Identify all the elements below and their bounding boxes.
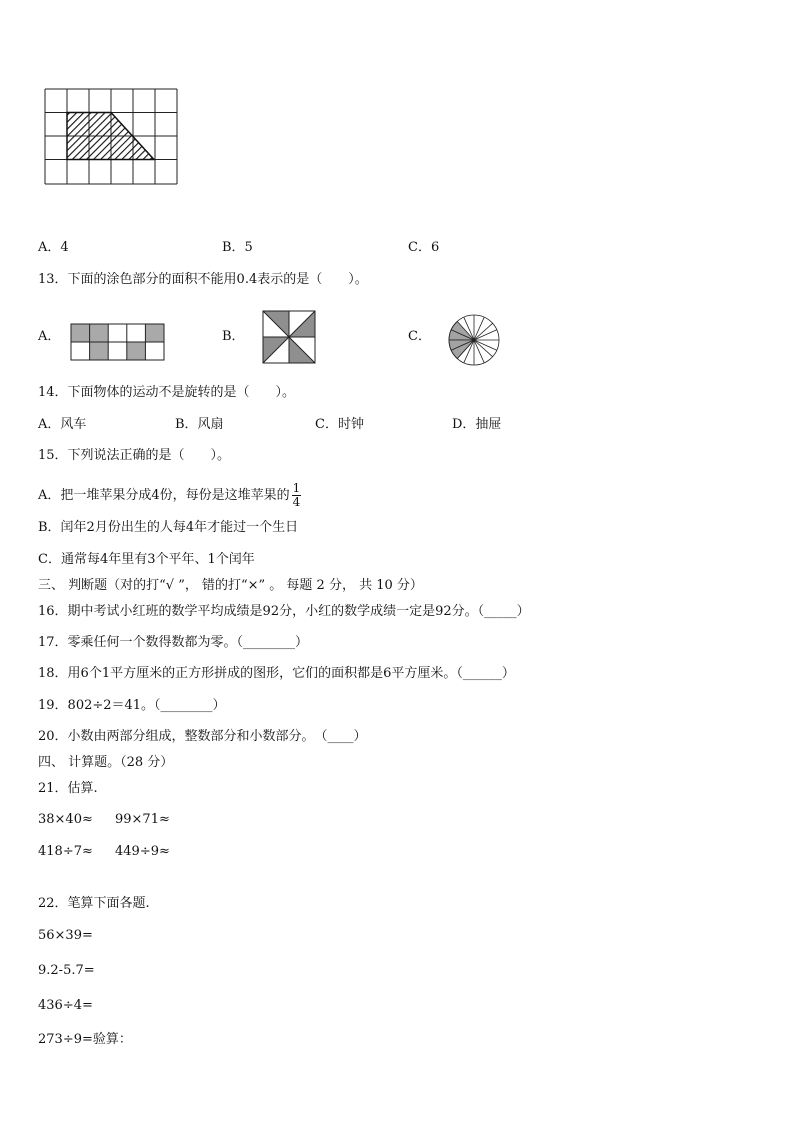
q14-question: 14．下面物体的运动不是旋转的是（ ）。 [38, 385, 296, 400]
q15-option-b[interactable]: B．闰年2月份出生的人每4年才能过一个生日 [38, 520, 299, 535]
fraction-denominator: 4 [292, 495, 301, 509]
q12-option-a[interactable]: A．4 [38, 240, 69, 255]
q18-statement: 18．用6个1平方厘米的正方形拼成的图形，它们的面积都是6平方厘米。（______） [38, 666, 515, 681]
q15-option-c[interactable]: C．通常每4年里有3个平年、1个闰年 [38, 552, 255, 567]
q13-figure-a-grid [70, 323, 165, 361]
q12-option-b[interactable]: B．5 [222, 240, 253, 255]
q22-item-2: 9.2-5.7= [38, 963, 95, 978]
q13-figure-c-circle [446, 312, 502, 368]
section4-heading: 四、 计算题。（28 分） [38, 755, 174, 770]
q21-item-2: 99×71≈ [115, 812, 170, 827]
q14-option-b[interactable]: B．风扇 [175, 417, 224, 432]
q22-title: 22．笔算下面各题. [38, 896, 150, 911]
q17-statement: 17．零乘任何一个数得数都为零。（________） [38, 635, 309, 650]
q12-option-c[interactable]: C．6 [408, 240, 440, 255]
q20-statement: 20．小数由两部分组成，整数部分和小数部分。 （____） [38, 729, 367, 744]
q13-label-b[interactable]: B． [222, 329, 245, 344]
fraction-one-fourth [292, 482, 302, 509]
q21-item-1: 38×40≈ [38, 812, 93, 827]
q14-option-c[interactable]: C．时钟 [315, 417, 364, 432]
q19-statement: 19．802÷2＝41。（________） [38, 698, 226, 713]
q15-option-a-text: A．把一堆苹果分成4份，每份是这堆苹果的 [38, 488, 290, 503]
q21-title: 21．估算. [38, 781, 98, 796]
q16-statement: 16．期中考试小红班的数学平均成绩是92分，小红的数学成绩一定是92分。（_____） [38, 604, 530, 619]
q13-question: 13．下面的涂色部分的面积不能用0.4表示的是（ ）。 [38, 272, 368, 287]
q13-label-a[interactable]: A． [38, 329, 61, 344]
fraction-numerator: 1 [292, 481, 301, 495]
q14-option-a[interactable]: A．风车 [38, 417, 87, 432]
q14-option-d[interactable]: D．抽屉 [452, 417, 502, 432]
q21-item-3: 418÷7≈ [38, 844, 93, 859]
q15-option-a[interactable] [38, 482, 301, 509]
grid-trapezoid-figure [44, 88, 178, 188]
q22-item-1: 56×39= [38, 928, 93, 943]
q13-label-c[interactable]: C． [408, 329, 431, 344]
q21-item-4: 449÷9≈ [115, 844, 170, 859]
q13-figure-b-square [262, 310, 316, 364]
q15-question: 15．下列说法正确的是（ ）。 [38, 448, 231, 463]
q22-item-3: 436÷4= [38, 998, 93, 1013]
section3-heading: 三、 判断题（对的打“√ ”， 错的打“×” 。 每题 2 分， 共 10 分） [38, 578, 423, 593]
q22-item-4: 273÷9=验算： [38, 1032, 132, 1047]
